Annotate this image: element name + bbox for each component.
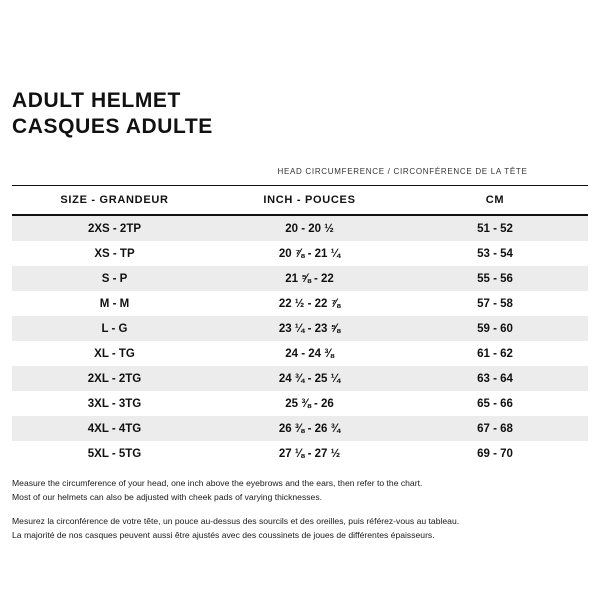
cell-inch: 25 ⅜ - 26 <box>217 391 402 416</box>
table-row <box>12 441 588 466</box>
cell-size: 2XS - 2TP <box>12 215 217 241</box>
cell-size: 3XL - 3TG <box>12 391 217 416</box>
helmet-size-table <box>12 157 588 466</box>
cell-size: L - G <box>12 316 217 341</box>
table-row <box>12 366 588 391</box>
cell-cm: 65 - 66 <box>402 391 588 416</box>
note-english-line-1: Measure the circumference of your head, one inch above the eyebrows and the ears, then refer to the chart. <box>12 478 423 489</box>
table-row <box>12 341 588 366</box>
cell-cm: 63 - 64 <box>402 366 588 391</box>
cell-inch: 20 ⅞ - 21 ¼ <box>217 241 402 266</box>
cell-inch: 26 ⅜ - 26 ¾ <box>217 416 402 441</box>
note-english-line-2: Most of our helmets can also be adjusted with cheek pads of varying thicknesses. <box>12 492 323 503</box>
cell-inch: 27 ⅛ - 27 ½ <box>217 441 402 466</box>
table-row <box>12 416 588 441</box>
cell-inch: 20 - 20 ½ <box>217 215 402 241</box>
cell-cm: 59 - 60 <box>402 316 588 341</box>
column-header-cm: CM <box>402 186 588 216</box>
cell-inch: 22 ½ - 22 ⅞ <box>217 291 402 316</box>
cell-cm: 69 - 70 <box>402 441 588 466</box>
cell-cm: 61 - 62 <box>402 341 588 366</box>
cell-cm: 55 - 56 <box>402 266 588 291</box>
notes-block <box>12 476 588 542</box>
table-body <box>12 215 588 466</box>
title-line-english: ADULT HELMET <box>12 89 181 112</box>
column-header-size: SIZE - GRANDEUR <box>12 186 217 216</box>
cell-size: 2XL - 2TG <box>12 366 217 391</box>
head-circumference-header: HEAD CIRCUMFERENCE / CIRCONFÉRENCE DE LA TÊTE <box>217 157 588 186</box>
cell-inch: 23 ¼ - 23 ⅝ <box>217 316 402 341</box>
cell-size: M - M <box>12 291 217 316</box>
cell-size: 5XL - 5TG <box>12 441 217 466</box>
empty-header-cell <box>12 157 217 186</box>
cell-inch: 24 ¾ - 25 ¼ <box>217 366 402 391</box>
page-title <box>12 88 588 139</box>
table-group-header-row <box>12 157 588 186</box>
note-french-line-1: Mesurez la circonférence de votre tête, un pouce au-dessus des sourcils et des oreilles, puis référez-vous au tableau. <box>12 515 460 526</box>
cell-size: 4XL - 4TG <box>12 416 217 441</box>
column-header-inch: INCH - POUCES <box>217 186 402 216</box>
table-row <box>12 291 588 316</box>
table-row <box>12 215 588 241</box>
cell-size: XS - TP <box>12 241 217 266</box>
cell-cm: 53 - 54 <box>402 241 588 266</box>
note-french-line-2: La majorité de nos casques peuvent aussi être ajustés avec des coussinets de joues de différentes épaisseurs. <box>12 529 435 540</box>
cell-cm: 57 - 58 <box>402 291 588 316</box>
cell-cm: 67 - 68 <box>402 416 588 441</box>
cell-inch: 21 ⅝ - 22 <box>217 266 402 291</box>
table-row <box>12 391 588 416</box>
notes-spacer <box>12 505 588 514</box>
table-column-header-row <box>12 186 588 216</box>
cell-cm: 51 - 52 <box>402 215 588 241</box>
cell-size: XL - TG <box>12 341 217 366</box>
title-line-french: CASQUES ADULTE <box>12 114 213 138</box>
cell-inch: 24 - 24 ⅜ <box>217 341 402 366</box>
table-row <box>12 241 588 266</box>
cell-size: S - P <box>12 266 217 291</box>
table-row <box>12 316 588 341</box>
table-row <box>12 266 588 291</box>
